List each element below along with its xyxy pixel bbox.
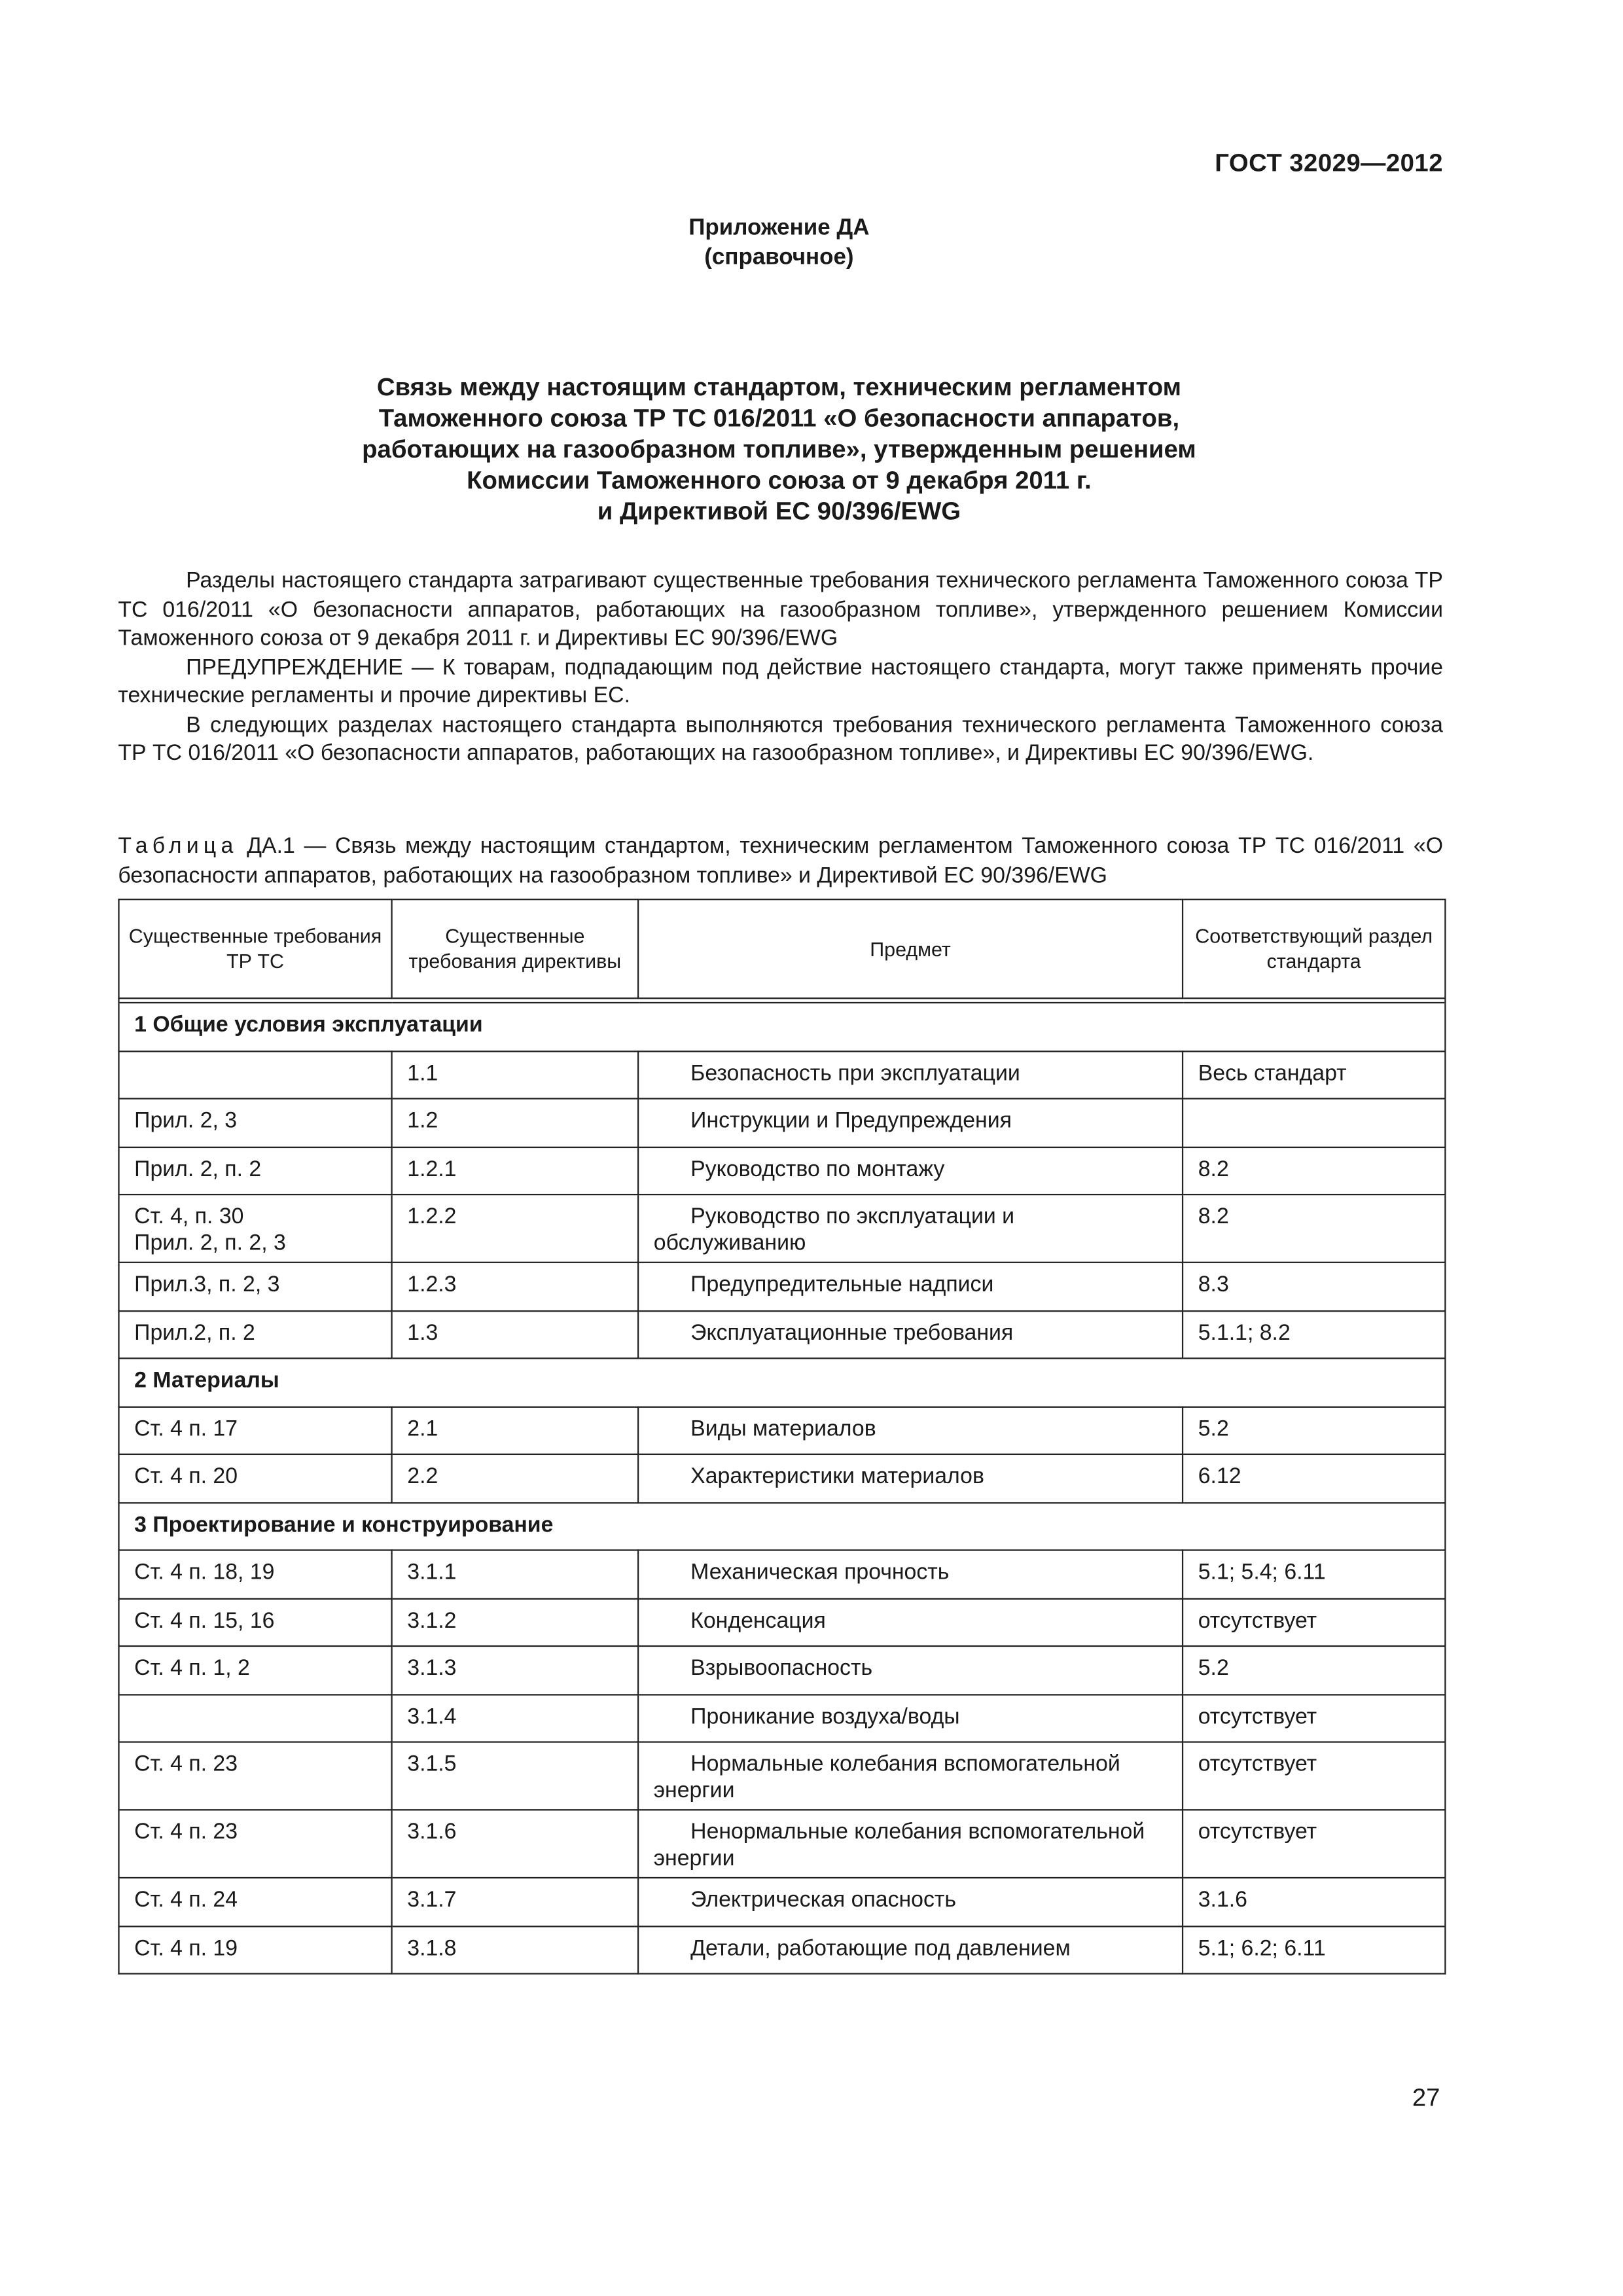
table-row: [118, 1598, 1445, 1646]
title-line: Таможенного союза ТР ТС 016/2011 «О безопасности аппаратов,: [378, 404, 1180, 433]
subject-cell: Инструкции и Предупреждения: [638, 1099, 1183, 1147]
standard-section-cell: Весь стандарт: [1183, 1050, 1445, 1098]
column-header: Предмет: [638, 899, 1183, 998]
section-row: [118, 1003, 1445, 1050]
subject-cell: Эксплуатационные требования: [638, 1310, 1183, 1358]
tr-ts-requirement-cell: Ст. 4 п. 17: [118, 1407, 391, 1454]
appendix-title: [0, 372, 1558, 527]
table-row: [118, 1694, 1445, 1742]
appendix-label: Приложение ДА: [688, 215, 870, 241]
tr-ts-requirement-cell: Ст. 4 п. 23: [118, 1810, 391, 1878]
table-row: [118, 1810, 1445, 1878]
table-row: [118, 1147, 1445, 1194]
tr-ts-requirement-cell: Прил.2, п. 2: [118, 1310, 391, 1358]
title-line: работающих на газообразном топливе», утвержденным решением: [362, 435, 1196, 463]
subject-cell: Проникание воздуха/воды: [638, 1694, 1183, 1742]
tr-ts-requirement-cell: Ст. 4 п. 19: [118, 1926, 391, 1973]
tr-ts-requirement-cell: Ст. 4 п. 18, 19: [118, 1550, 391, 1598]
subject-cell: Предупредительные надписи: [638, 1263, 1183, 1310]
table-row: [118, 1263, 1445, 1310]
section-heading: 1 Общие условия эксплуатации: [118, 1003, 1445, 1050]
header-divider: [118, 998, 1445, 1003]
paragraph: Разделы настоящего стандарта затрагивают существенные требования технического регламента Таможенного союза ТР ТС 016/2011 «О безопасности аппаратов, работающих на газообразном топливе», утвержденного решением Комиссии Таможенного союза от 9 декабря 2011 г. и Директивы ЕС 90/396/EWG: [118, 568, 1443, 651]
standard-section-cell: 6.12: [1183, 1454, 1445, 1502]
subject-cell: Безопасность при эксплуатации: [638, 1050, 1183, 1098]
subject-cell: Электрическая опасность: [638, 1878, 1183, 1926]
directive-requirement-cell: 3.1.6: [392, 1810, 639, 1878]
standard-section-cell: отсутствует: [1183, 1742, 1445, 1810]
warning-paragraph: ПРЕДУПРЕЖДЕНИЕ — К товарам, подпадающим под действие настоящего стандарта, могут также применять прочие технические регламенты и прочие директивы ЕС.: [118, 654, 1443, 709]
tr-ts-requirement-cell: Прил. 2, п. 2: [118, 1147, 391, 1194]
directive-requirement-cell: 3.1.1: [392, 1550, 639, 1598]
subject-cell: Конденсация: [638, 1598, 1183, 1646]
table-row: [118, 1454, 1445, 1502]
directive-requirement-cell: 3.1.4: [392, 1694, 639, 1742]
appendix-kind: (справочное): [704, 245, 854, 270]
standard-section-cell: 5.2: [1183, 1407, 1445, 1454]
standard-code: ГОСТ 32029—2012: [1215, 149, 1443, 177]
table-row: [118, 1407, 1445, 1454]
title-line: Комиссии Таможенного союза от 9 декабря 2011 г.: [467, 466, 1092, 495]
tr-ts-requirement-cell: [118, 1050, 391, 1098]
subject-cell: Механическая прочность: [638, 1550, 1183, 1598]
tr-ts-requirement-cell: Ст. 4 п. 20: [118, 1454, 391, 1502]
standard-section-cell: 5.1; 5.4; 6.11: [1183, 1550, 1445, 1598]
subject-cell: Нормальные колебания вспомогательной энергии: [638, 1742, 1183, 1810]
section-row: [118, 1502, 1445, 1550]
table-row: [118, 1099, 1445, 1147]
tr-ts-requirement-cell: Прил. 2, 3: [118, 1099, 391, 1147]
subject-cell: Руководство по монтажу: [638, 1147, 1183, 1194]
title-line: и Директивой ЕС 90/396/EWG: [597, 497, 961, 526]
standard-section-cell: [1183, 1099, 1445, 1147]
table-caption-label: Таблица: [118, 833, 238, 859]
table-header-row: [118, 899, 1445, 998]
table-row: [118, 1926, 1445, 1973]
table-row: [118, 1742, 1445, 1810]
directive-requirement-cell: 1.2.1: [392, 1147, 639, 1194]
standard-section-cell: 8.2: [1183, 1194, 1445, 1263]
table-row: [118, 1310, 1445, 1358]
table-row: [118, 1646, 1445, 1694]
standard-section-cell: отсутствует: [1183, 1598, 1445, 1646]
directive-requirement-cell: 1.2: [392, 1099, 639, 1147]
directive-requirement-cell: 1.2.2: [392, 1194, 639, 1263]
tr-ts-requirement-cell: Ст. 4 п. 15, 16: [118, 1598, 391, 1646]
subject-cell: Руководство по эксплуатации и обслуживанию: [638, 1194, 1183, 1263]
column-header: Существенные требования ТР ТС: [118, 899, 391, 998]
subject-cell: Взрывоопасность: [638, 1646, 1183, 1694]
directive-requirement-cell: 1.1: [392, 1050, 639, 1098]
table-caption: [118, 833, 1443, 890]
correspondence-table: [118, 899, 1446, 1975]
table-row: [118, 1550, 1445, 1598]
subject-cell: Детали, работающие под давлением: [638, 1926, 1183, 1973]
table-body: [118, 1003, 1445, 1974]
table-row: [118, 1194, 1445, 1263]
tr-ts-requirement-cell: [118, 1694, 391, 1742]
directive-requirement-cell: 3.1.2: [392, 1598, 639, 1646]
page-number: 27: [1412, 2083, 1440, 2112]
table-row: [118, 1878, 1445, 1926]
standard-section-cell: отсутствует: [1183, 1810, 1445, 1878]
appendix-heading: [0, 214, 1558, 273]
tr-ts-requirement-cell: Ст. 4 п. 1, 2: [118, 1646, 391, 1694]
standard-section-cell: 8.2: [1183, 1147, 1445, 1194]
directive-requirement-cell: 3.1.3: [392, 1646, 639, 1694]
section-row: [118, 1358, 1445, 1406]
directive-requirement-cell: 2.1: [392, 1407, 639, 1454]
standard-section-cell: 5.1; 6.2; 6.11: [1183, 1926, 1445, 1973]
table-row: [118, 1050, 1445, 1098]
subject-cell: Характеристики материалов: [638, 1454, 1183, 1502]
standard-section-cell: отсутствует: [1183, 1694, 1445, 1742]
directive-requirement-cell: 3.1.8: [392, 1926, 639, 1973]
section-heading: 2 Материалы: [118, 1358, 1445, 1406]
standard-section-cell: 3.1.6: [1183, 1878, 1445, 1926]
body-text: [118, 567, 1443, 768]
column-header: Соответствующий раздел стандарта: [1183, 899, 1445, 998]
tr-ts-requirement-cell: Прил.3, п. 2, 3: [118, 1263, 391, 1310]
section-heading: 3 Проектирование и конструирование: [118, 1502, 1445, 1550]
standard-section-cell: 8.3: [1183, 1263, 1445, 1310]
paragraph: В следующих разделах настоящего стандарта выполняются требования технического регламента Таможенного союза ТР ТС 016/2011 «О безопасности аппаратов, работающих на газообразном топливе», и Директивы ЕС 90/396/EWG.: [118, 711, 1443, 766]
subject-cell: Виды материалов: [638, 1407, 1183, 1454]
table-caption-text: ДА.1 — Связь между настоящим стандартом, техническим регламентом Таможенного союза ТР ТС 016/2011 «О безопасности аппаратов, работающих на газообразном топливе» и Директивой ЕС 90/396/EWG: [118, 833, 1443, 888]
tr-ts-requirement-cell: Ст. 4 п. 23: [118, 1742, 391, 1810]
subject-cell: Ненормальные колебания вспомогательной энергии: [638, 1810, 1183, 1878]
directive-requirement-cell: 1.2.3: [392, 1263, 639, 1310]
tr-ts-requirement-cell: Ст. 4 п. 24: [118, 1878, 391, 1926]
directive-requirement-cell: 3.1.7: [392, 1878, 639, 1926]
standard-section-cell: 5.1.1; 8.2: [1183, 1310, 1445, 1358]
standard-section-cell: 5.2: [1183, 1646, 1445, 1694]
title-line: Связь между настоящим стандартом, техническим регламентом: [376, 373, 1181, 402]
directive-requirement-cell: 2.2: [392, 1454, 639, 1502]
column-header: Существенные требования директивы: [392, 899, 639, 998]
tr-ts-requirement-cell: Ст. 4, п. 30 Прил. 2, п. 2, 3: [118, 1194, 391, 1263]
directive-requirement-cell: 1.3: [392, 1310, 639, 1358]
directive-requirement-cell: 3.1.5: [392, 1742, 639, 1810]
